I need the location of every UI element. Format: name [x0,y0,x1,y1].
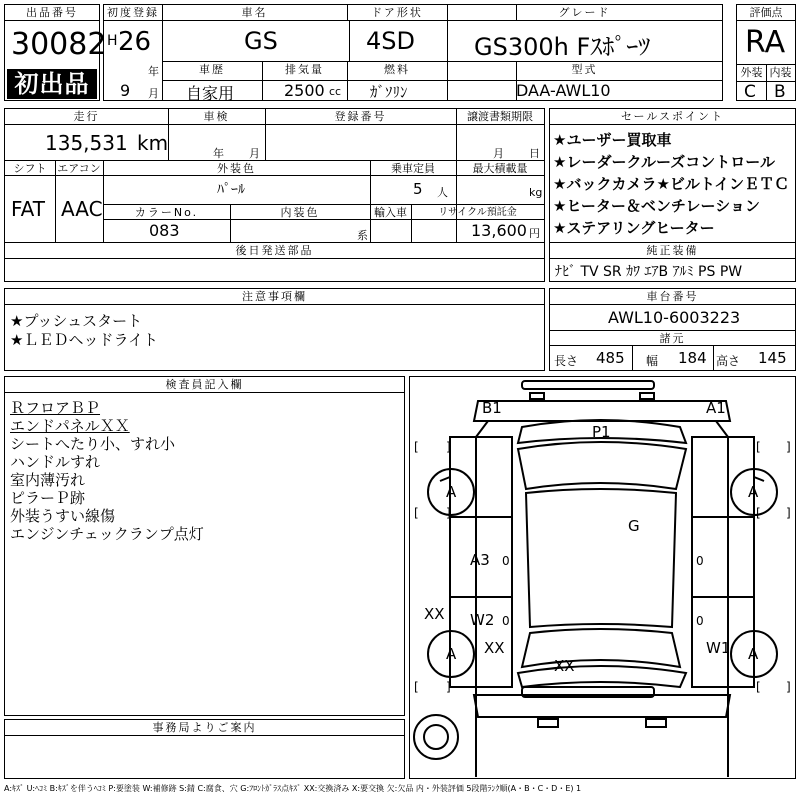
score-label: 評価点 [737,5,795,21]
mark-a-rl: A [446,645,457,663]
office-section [4,719,405,779]
capacity-label: 乗車定員 [391,162,435,175]
bracket-rl-close: ] [446,680,451,694]
inspector-line-7: 外装うすい線傷 [10,507,116,525]
height-label: 高さ [716,354,741,368]
displacement: 2500 [284,81,325,100]
details-table [4,108,545,282]
equipment-label: 純正装備 [646,244,699,257]
mark-a-fl: A [446,483,457,501]
mark-xx-rear-left: XX [484,639,505,657]
bracket-fl-close: ] [446,440,451,454]
mark-zero-2: 0 [502,614,510,628]
lot-number: 30082 [11,27,107,62]
inspection-year-unit: 年 [213,147,224,160]
inspector-section [4,376,405,716]
sales-points [549,108,796,282]
mark-a3: A3 [470,551,490,569]
note-2: ★ＬＥＤヘッドライト [10,331,158,349]
ext-score: C [744,82,756,102]
mileage-label: 走行 [73,110,100,123]
displacement-unit: cc [329,85,342,98]
recycle-fee: 13,600 [471,221,527,240]
bracket-fr: [ [756,440,761,454]
shift-label: シフト [13,162,47,175]
ext-color-label: 外装色 [217,162,256,175]
reg-month: 9 [120,81,131,100]
max-load-unit: kg [529,186,543,199]
int-color-label: 内装色 [280,206,320,219]
mileage: 135,531 [45,131,128,155]
mark-w2: W2 [470,611,495,629]
sales-point-4: ★ヒーター＆ベンチレーション [553,197,760,215]
height: 145 [758,349,787,367]
car-outline [410,377,795,778]
sales-point-1: ★ユーザー買取車 [553,131,672,149]
inspector-line-5: 室内薄汚れ [10,471,86,489]
inspector-line-4: ハンドルすれ [10,453,101,471]
length-label: 長さ [554,354,579,368]
bracket-ml-close: ] [446,506,451,520]
max-load-label: 最大積載量 [472,162,528,175]
lot-label: 出品番号 [5,5,99,21]
first-listing-badge: 初出品 [7,69,97,99]
mark-xx-side: XX [424,605,445,623]
mark-w1: W1 [706,639,731,657]
door-label: ドア形状 [371,6,423,19]
equipment: ﾅﾋﾞ TV SR ｶﾜ ｴｱB ｱﾙﾐ PS PW [555,264,743,280]
bracket-rr: [ [756,680,761,694]
transfer-month-unit: 月 [493,147,504,160]
reg-no-label: 登録番号 [334,110,387,123]
transfer-doc-label: 譲渡書類期限 [467,110,533,123]
shift: FAT [11,197,46,221]
mark-a1: A1 [706,399,726,417]
transfer-day-unit: 日 [529,147,540,160]
width: 184 [678,349,707,367]
length: 485 [596,349,625,367]
lot-section [4,4,107,101]
bracket-mr: [ [756,506,761,520]
width-label: 幅 [646,354,659,368]
bracket-rl: [ [414,680,419,694]
dims-label: 諸元 [659,332,686,345]
recycle-label: リサイクル預託金 [438,207,517,218]
mark-xx-trunk: XX [554,657,575,675]
bracket-mr-close: ] [786,506,791,520]
year-unit: 年 [148,65,159,78]
recycle-unit: 円 [529,227,540,240]
mark-b1: B1 [482,399,502,417]
inspection-month-unit: 月 [249,147,260,160]
chassis-label: 車台番号 [550,289,795,305]
inspector-label: 検査員記入欄 [5,377,404,393]
first-reg-label: 初度登録 [107,6,159,19]
aircon: AAC [61,197,103,221]
capacity-unit: 人 [437,186,448,199]
sales-point-3: ★バックカメラ★ビルトインＥＴＣ [553,175,790,193]
car-name: GS [244,27,278,55]
inspector-line-1: ＲフロアＢＰ [10,399,101,417]
history-label: 車歴 [199,63,225,76]
capacity: 5 [413,180,423,198]
mark-zero-3: 0 [696,554,704,568]
score-value: RA [745,25,786,60]
bracket-fr-close: ] [786,440,791,454]
inspector-line-3: シートへたり小、すれ小 [10,435,176,453]
mark-zero-4: 0 [696,614,704,628]
inspector-line-2: エンドパネルＸＸ [10,417,130,435]
notes-section [4,288,545,371]
bracket-rr-close: ] [786,680,791,694]
ext-score-label: 外装 [740,66,763,79]
main-info-table [103,4,723,101]
inspector-line-6: ピラーＰ跡 [10,489,86,507]
inspection-label: 車検 [203,110,230,123]
int-color-unit: 系 [357,229,368,242]
mark-a-rr: A [748,645,759,663]
ext-color: ﾊﾟｰﾙ [217,182,245,198]
notes-label: 注意事項欄 [5,289,544,305]
fuel: ｶﾞｿﾘﾝ [370,83,408,101]
displacement-label: 排気量 [285,63,324,76]
int-score: B [774,82,786,102]
aircon-label: エアコン [57,162,101,175]
import-label: 輸入車 [374,206,407,219]
sales-point-5: ★ステアリングヒーター [553,219,715,237]
chassis-section [549,288,796,371]
color-no-label: カラーNo. [134,206,199,219]
model-code: DAA-AWL10 [516,81,611,100]
mark-p1: P1 [592,423,611,441]
inspector-line-8: エンジンチェックランプ点灯 [10,525,204,543]
score-section [736,4,796,101]
bracket-ml: [ [414,506,419,520]
mark-g: G [628,517,640,535]
sales-points-label: セールスポイント [550,109,795,125]
door-type: 4SD [366,27,415,55]
bracket-fl: [ [414,440,419,454]
car-name-label: 車名 [241,6,268,19]
model-label: 型式 [571,63,598,76]
legend: A:ｷｽﾞ U:ﾍｺﾐ B:ｷｽﾞを伴うﾍｺﾐ P:要塗装 W:補修跡 S:錆 C:腐食、穴 G:ﾌﾛﾝﾄｶﾞﾗｽ点ｷｽﾞ XX:交換済み X:要交換 欠:欠品 内・外装評価 5段階ﾗﾝｸ順(A・B・C・D・E) 1 [4,784,582,793]
int-score-label: 内装 [769,66,792,79]
sales-point-2: ★レーダークルーズコントロール [553,153,775,171]
month-unit: 月 [148,87,159,100]
grade: GS300h Fｽﾎﾟｰﾂ [474,33,651,61]
grade-label: グレード [558,6,611,19]
later-parts-label: 後日発送部品 [235,244,314,257]
damage-diagram [409,376,796,779]
fuel-label: 燃料 [384,63,410,76]
mileage-unit: km [137,131,169,155]
mark-a-fr: A [748,483,759,501]
history: 自家用 [186,84,235,103]
mark-zero-1: 0 [502,554,510,568]
color-no: 083 [149,221,180,240]
chassis-number: AWL10-6003223 [608,308,741,327]
office-label: 事務局よりご案内 [5,720,404,736]
reg-year: 26 [118,27,152,57]
note-1: ★プッシュスタート [10,312,143,330]
era: H [107,33,118,49]
